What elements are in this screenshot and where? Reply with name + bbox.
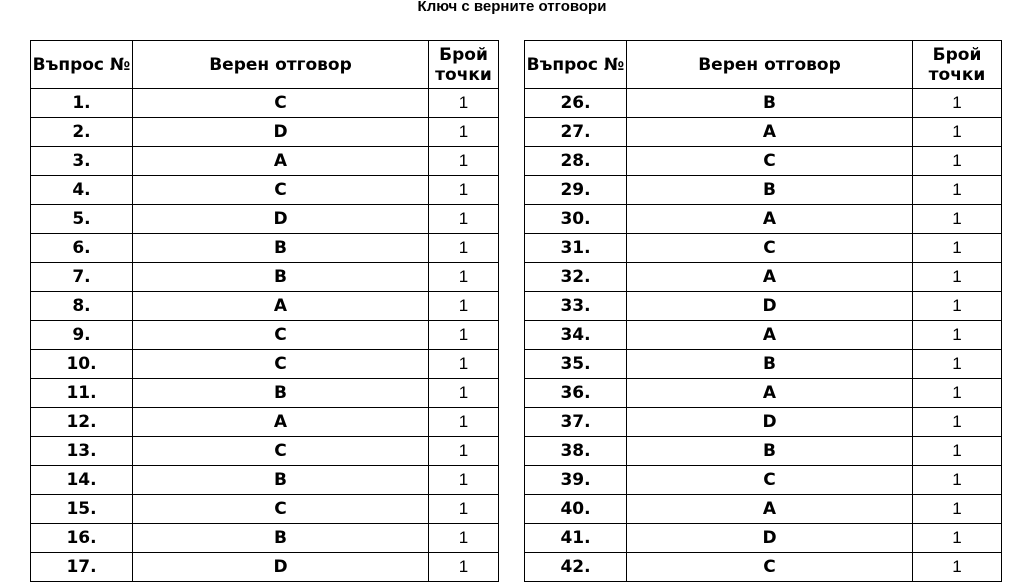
points-cell: 1: [913, 263, 1002, 292]
table-row: [31, 495, 499, 524]
table-row: [525, 234, 1002, 263]
table-row: [525, 437, 1002, 466]
points-cell: 1: [429, 89, 499, 118]
points-cell: 1: [429, 118, 499, 147]
question-number-cell: 4.: [31, 176, 133, 205]
points-cell: 1: [913, 350, 1002, 379]
question-number-cell: 1.: [31, 89, 133, 118]
points-cell: 1: [429, 147, 499, 176]
answer-cell: A: [133, 408, 429, 437]
points-cell: 1: [429, 234, 499, 263]
points-cell: 1: [429, 263, 499, 292]
question-number-cell: 12.: [31, 408, 133, 437]
answer-cell: B: [133, 379, 429, 408]
points-header: Брой точки: [913, 41, 1002, 89]
question-number-header: Въпрос №: [525, 41, 627, 89]
points-cell: 1: [429, 321, 499, 350]
question-number-cell: 32.: [525, 263, 627, 292]
answer-cell: C: [627, 147, 913, 176]
answer-cell: C: [133, 176, 429, 205]
question-number-cell: 3.: [31, 147, 133, 176]
table-row: [525, 524, 1002, 553]
question-number-cell: 37.: [525, 408, 627, 437]
answer-cell: A: [133, 292, 429, 321]
header-row: [31, 41, 499, 89]
question-number-cell: 7.: [31, 263, 133, 292]
question-number-cell: 16.: [31, 524, 133, 553]
table-row: [525, 176, 1002, 205]
points-cell: 1: [913, 524, 1002, 553]
answer-key-table-right: [524, 40, 1002, 582]
points-cell: 1: [913, 147, 1002, 176]
question-number-cell: 33.: [525, 292, 627, 321]
question-number-cell: 38.: [525, 437, 627, 466]
points-cell: 1: [429, 437, 499, 466]
answer-cell: A: [627, 118, 913, 147]
table-row: [31, 292, 499, 321]
question-number-cell: 35.: [525, 350, 627, 379]
table-row: [31, 89, 499, 118]
question-number-cell: 13.: [31, 437, 133, 466]
table-row: [31, 408, 499, 437]
question-number-cell: 27.: [525, 118, 627, 147]
table-row: [525, 263, 1002, 292]
question-number-cell: 41.: [525, 524, 627, 553]
table-row: [31, 379, 499, 408]
answer-cell: C: [133, 89, 429, 118]
question-number-cell: 31.: [525, 234, 627, 263]
answer-cell: D: [627, 524, 913, 553]
table-row: [31, 321, 499, 350]
answer-cell: A: [627, 205, 913, 234]
points-cell: 1: [913, 321, 1002, 350]
question-number-cell: 10.: [31, 350, 133, 379]
points-cell: 1: [429, 408, 499, 437]
question-number-cell: 42.: [525, 553, 627, 582]
points-cell: 1: [913, 553, 1002, 582]
answer-key-table-left: [30, 40, 499, 582]
answer-cell: B: [133, 234, 429, 263]
table-row: [31, 234, 499, 263]
answer-cell: C: [133, 321, 429, 350]
points-cell: 1: [913, 379, 1002, 408]
points-header: Брой точки: [429, 41, 499, 89]
question-number-cell: 26.: [525, 89, 627, 118]
question-number-cell: 5.: [31, 205, 133, 234]
answer-cell: C: [133, 495, 429, 524]
points-cell: 1: [913, 176, 1002, 205]
points-cell: 1: [429, 524, 499, 553]
table-row: [525, 205, 1002, 234]
question-number-cell: 6.: [31, 234, 133, 263]
table-row: [31, 263, 499, 292]
answer-cell: C: [133, 350, 429, 379]
answer-cell: D: [133, 118, 429, 147]
right-table-body: [525, 89, 1002, 582]
points-cell: 1: [913, 234, 1002, 263]
document-title: Ключ с верните отговори: [417, 0, 607, 15]
answer-cell: B: [627, 350, 913, 379]
points-cell: 1: [913, 205, 1002, 234]
answer-cell: A: [133, 147, 429, 176]
answer-cell: B: [133, 263, 429, 292]
correct-answer-header: Верен отговор: [627, 41, 913, 89]
points-cell: 1: [429, 176, 499, 205]
answer-cell: C: [627, 466, 913, 495]
points-cell: 1: [913, 118, 1002, 147]
table-row: [31, 176, 499, 205]
table-row: [525, 118, 1002, 147]
header-row: [525, 41, 1002, 89]
points-cell: 1: [429, 495, 499, 524]
question-number-cell: 11.: [31, 379, 133, 408]
table-row: [525, 89, 1002, 118]
answer-cell: B: [627, 176, 913, 205]
table-row: [525, 466, 1002, 495]
table-row: [31, 205, 499, 234]
question-number-cell: 14.: [31, 466, 133, 495]
table-row: [525, 350, 1002, 379]
answer-cell: C: [627, 234, 913, 263]
question-number-cell: 34.: [525, 321, 627, 350]
question-number-cell: 9.: [31, 321, 133, 350]
question-number-cell: 36.: [525, 379, 627, 408]
question-number-cell: 17.: [31, 553, 133, 582]
question-number-cell: 29.: [525, 176, 627, 205]
points-cell: 1: [913, 495, 1002, 524]
points-cell: 1: [429, 379, 499, 408]
question-number-header: Въпрос №: [31, 41, 133, 89]
points-cell: 1: [913, 408, 1002, 437]
table-row: [31, 147, 499, 176]
answer-cell: A: [627, 495, 913, 524]
points-cell: 1: [429, 466, 499, 495]
answer-cell: D: [627, 292, 913, 321]
table-row: [31, 466, 499, 495]
answer-cell: B: [627, 437, 913, 466]
points-cell: 1: [913, 466, 1002, 495]
table-row: [31, 524, 499, 553]
left-table-body: [31, 89, 499, 582]
answer-cell: C: [627, 553, 913, 582]
points-cell: 1: [429, 553, 499, 582]
answer-cell: A: [627, 321, 913, 350]
question-number-cell: 39.: [525, 466, 627, 495]
question-number-cell: 15.: [31, 495, 133, 524]
table-row: [525, 292, 1002, 321]
table-row: [525, 408, 1002, 437]
answer-cell: A: [627, 263, 913, 292]
question-number-cell: 28.: [525, 147, 627, 176]
question-number-cell: 2.: [31, 118, 133, 147]
table-row: [525, 321, 1002, 350]
points-cell: 1: [913, 292, 1002, 321]
answer-cell: D: [627, 408, 913, 437]
table-row: [525, 553, 1002, 582]
question-number-cell: 40.: [525, 495, 627, 524]
answer-cell: D: [133, 553, 429, 582]
answer-cell: A: [627, 379, 913, 408]
table-row: [31, 437, 499, 466]
points-cell: 1: [429, 350, 499, 379]
answer-cell: B: [627, 89, 913, 118]
answer-cell: D: [133, 205, 429, 234]
answer-cell: B: [133, 524, 429, 553]
points-cell: 1: [913, 437, 1002, 466]
table-row: [31, 118, 499, 147]
answer-cell: C: [133, 437, 429, 466]
answer-cell: B: [133, 466, 429, 495]
points-cell: 1: [429, 205, 499, 234]
points-cell: 1: [913, 89, 1002, 118]
table-row: [31, 350, 499, 379]
table-row: [525, 379, 1002, 408]
points-cell: 1: [429, 292, 499, 321]
question-number-cell: 30.: [525, 205, 627, 234]
table-row: [31, 553, 499, 582]
table-row: [525, 147, 1002, 176]
question-number-cell: 8.: [31, 292, 133, 321]
table-row: [525, 495, 1002, 524]
correct-answer-header: Верен отговор: [133, 41, 429, 89]
